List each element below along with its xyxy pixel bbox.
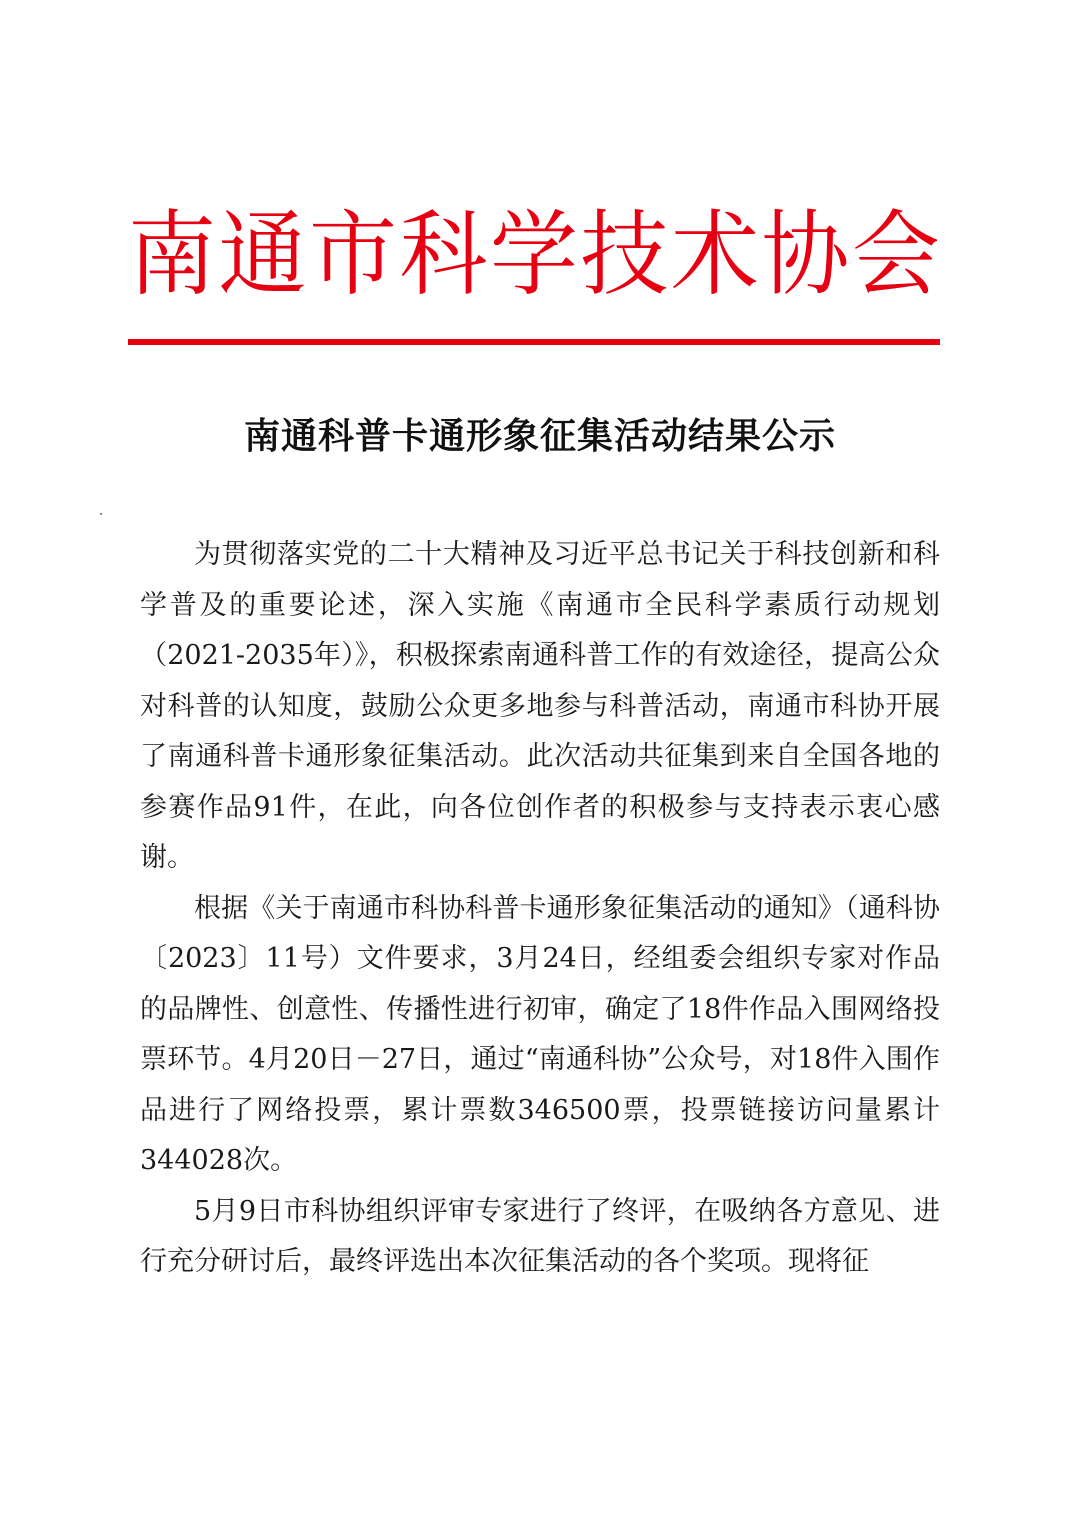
document-body	[140, 530, 940, 1288]
letterhead-char: 技	[580, 200, 669, 309]
letterhead-char: 通	[218, 200, 307, 309]
letterhead-char: 术	[670, 200, 759, 309]
paragraph-1: 为贯彻落实党的二十大精神及习近平总书记关于科技创新和科学普及的重要论述，深入实施《南通市全民科学素质行动规划（2021-2035年）》，积极探索南通科普工作的有效途径，提高公众对科普的认知度，鼓励公众更多地参与科普活动，南通市科协开展了南通科普卡通形象征集活动。此次活动共征集到来自全国各地的参赛作品91件，在此，向各位创作者的积极参与支持表示衷心感谢。	[140, 539, 940, 873]
stray-dot	[100, 513, 102, 515]
letterhead-char: 南	[128, 200, 217, 309]
letterhead-char: 会	[851, 200, 940, 309]
letterhead-char: 学	[489, 200, 578, 309]
paragraph-2: 根据《关于南通市科协科普卡通形象征集活动的通知》（通科协〔2023〕11号）文件要求，3月24日，经组委会组织专家对作品的品牌性、创意性、传播性进行初审，确定了18件作品入围网络投票环节。4月20日－27日，通过“南通科协”公众号，对18件入围作品进行了网络投票，累计票数346500票，投票链接访问量累计344028次。	[140, 892, 940, 1176]
document-title: 南通科普卡通形象征集活动结果公示	[243, 416, 836, 457]
letterhead-divider	[128, 339, 940, 345]
letterhead-char: 科	[399, 200, 488, 309]
letterhead-char: 协	[761, 200, 850, 309]
letterhead-char: 市	[308, 200, 397, 309]
paragraph-3: 5月9日市科协组织评审专家进行了终评，在吸纳各方意见、进行充分研讨后，最终评选出本次征集活动的各个奖项。现将征	[140, 1195, 940, 1277]
letterhead	[128, 200, 940, 310]
